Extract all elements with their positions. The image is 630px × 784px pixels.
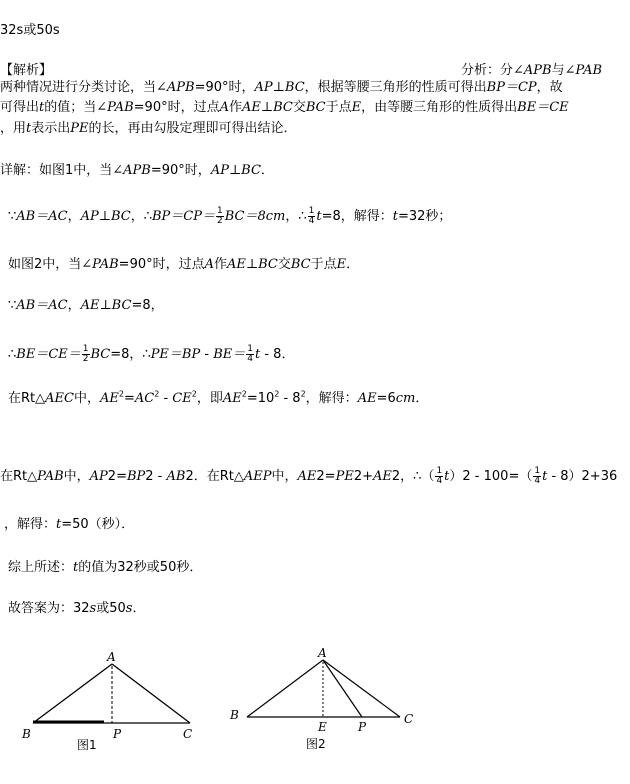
- numerator: 1: [436, 466, 443, 476]
- t: 详解：如图1中，当: [0, 163, 113, 178]
- t: -: [159, 391, 173, 406]
- fig1-side-ac: [112, 664, 190, 723]
- denominator: 4: [308, 216, 315, 226]
- t: =10: [246, 391, 275, 406]
- m: AP⊥BC: [210, 163, 261, 178]
- m: PAB: [37, 469, 64, 484]
- m: t: [73, 560, 79, 575]
- m: AE: [297, 469, 317, 484]
- t: ，故: [536, 80, 563, 95]
- t: 中，: [63, 469, 90, 484]
- m: AE: [99, 391, 119, 406]
- t: =8，: [131, 298, 164, 313]
- fig1-label-a: A: [107, 650, 116, 664]
- fig2-caption: 图2: [306, 737, 326, 751]
- denominator: 4: [534, 476, 541, 486]
- t: 2=: [316, 469, 336, 484]
- m: AEP: [243, 469, 272, 484]
- t: ∵: [8, 298, 17, 313]
- m: AP⊥BC: [80, 209, 131, 224]
- t: ，根据等腰三角形的性质可得出: [304, 80, 487, 95]
- m: AE⊥BC: [242, 100, 293, 115]
- t: 如图2中，当: [8, 257, 82, 272]
- m: AP⊥BC: [254, 80, 305, 95]
- t: =50（秒）．: [61, 517, 135, 532]
- numerator: 1: [247, 344, 253, 354]
- m: s: [89, 601, 97, 616]
- fig2-label-c: C: [404, 712, 414, 726]
- fig2-side-ab: [247, 660, 323, 717]
- t: ．: [132, 601, 146, 616]
- m: AE: [373, 469, 392, 484]
- figure-2: [229, 646, 413, 751]
- fig1-caption: 图1: [77, 738, 97, 752]
- denominator: 2: [216, 216, 223, 226]
- m: cm: [395, 391, 416, 406]
- t: ∴: [8, 347, 17, 362]
- top-answer-text: 32s或50s: [0, 23, 60, 38]
- t: 2，∴（: [391, 469, 435, 484]
- t: 于点: [310, 257, 337, 272]
- t: 或50: [96, 601, 126, 616]
- t: ∵: [8, 209, 17, 224]
- m: ∠APB: [156, 80, 195, 95]
- t: 两种情况进行分类讨论，当: [0, 80, 157, 95]
- t: =90°时，过点: [118, 257, 205, 272]
- t: 交: [277, 257, 291, 272]
- t: ，∴: [130, 209, 152, 224]
- denominator: 2: [82, 354, 89, 364]
- m: AE: [357, 391, 377, 406]
- t: 中，: [271, 469, 298, 484]
- m: PE: [70, 121, 89, 136]
- jiexi-text: 【解析】: [0, 63, 53, 78]
- figure-1: [21, 650, 192, 752]
- m: AC: [134, 391, 155, 406]
- t: - 8: [279, 391, 301, 406]
- t: 作: [214, 257, 228, 272]
- t: 2 -: [145, 469, 167, 484]
- t: - 8）2+36: [547, 469, 618, 484]
- t: 综上所述：: [8, 560, 74, 575]
- t: 表示出: [31, 121, 71, 136]
- t: =32秒；: [397, 209, 452, 224]
- t: =90°时，过点: [133, 100, 220, 115]
- m: BP＝CP＝: [151, 209, 215, 224]
- numerator: 1: [82, 344, 89, 354]
- t: ，即: [196, 391, 223, 406]
- sup: 2: [300, 389, 306, 399]
- m: AE⊥BC: [80, 298, 132, 313]
- m: A: [219, 100, 229, 115]
- t: 在Rt△: [0, 469, 38, 484]
- t: - 8．: [260, 347, 295, 362]
- t: ，解得：: [4, 517, 57, 532]
- t: 故答案为：32: [8, 601, 90, 616]
- m: PE: [335, 469, 354, 484]
- sup: 2: [154, 389, 160, 399]
- m: BE＝: [213, 347, 246, 362]
- t: ．: [346, 257, 360, 272]
- t: =: [123, 391, 135, 406]
- m: BC: [90, 347, 111, 362]
- m: cm: [265, 209, 286, 224]
- denominator: 4: [436, 476, 443, 486]
- t: 于点: [325, 100, 352, 115]
- numerator: 1: [308, 206, 315, 216]
- m: t: [542, 469, 548, 484]
- t: 的长，再由勾股定理即可得出结论．: [88, 121, 297, 136]
- t: 作: [228, 100, 242, 115]
- t: ．: [415, 391, 429, 406]
- m: CE: [172, 391, 192, 406]
- t: 中，: [73, 391, 100, 406]
- sup: 2: [274, 389, 280, 399]
- m: t: [316, 209, 322, 224]
- m: AB: [166, 469, 186, 484]
- fig1-label-p: P: [113, 727, 122, 741]
- m: ∠PAB: [564, 63, 603, 78]
- fig2-segment-ap: [323, 660, 362, 717]
- m: AE⊥BC: [227, 257, 278, 272]
- t: ，∴: [285, 209, 307, 224]
- m: ∠PAB: [96, 100, 134, 115]
- t: ，: [67, 209, 81, 224]
- t: =90°时，: [150, 163, 211, 178]
- m: AP: [89, 469, 108, 484]
- m: ∠APB: [513, 63, 552, 78]
- fig2-label-p: P: [358, 720, 367, 734]
- fig2-label-a: A: [318, 646, 327, 660]
- t: 2=: [107, 469, 127, 484]
- t: ，: [67, 298, 81, 313]
- m: BP＝CP: [486, 80, 537, 95]
- m: BC: [290, 257, 311, 272]
- m: t: [26, 121, 32, 136]
- m: t: [392, 209, 398, 224]
- t: =90°时，: [194, 80, 255, 95]
- m: AEC: [45, 391, 74, 406]
- m: ∠PAB: [81, 257, 119, 272]
- m: BE＝CE: [517, 100, 569, 115]
- m: ∠APB: [112, 163, 151, 178]
- sup: 2: [241, 389, 247, 399]
- m: t: [56, 517, 62, 532]
- m: t: [444, 469, 450, 484]
- fig1-label-c: C: [183, 727, 193, 741]
- numerator: 1: [216, 206, 223, 216]
- numerator: 1: [534, 466, 541, 476]
- m: BC＝8: [224, 209, 266, 224]
- sup: 2: [118, 389, 124, 399]
- m: s: [125, 601, 133, 616]
- t: 2．在Rt△: [185, 469, 244, 484]
- t: 在Rt△: [8, 391, 46, 406]
- m: E: [336, 257, 347, 272]
- t: ）2 - 100=（: [449, 469, 533, 484]
- m: E: [351, 100, 362, 115]
- t: -: [200, 347, 214, 362]
- m: BC: [305, 100, 326, 115]
- m: t: [254, 347, 261, 362]
- t: 的值；当: [44, 100, 97, 115]
- m: AB＝AC: [16, 298, 68, 313]
- t: 的值为32秒或50秒．: [78, 560, 203, 575]
- denominator: 4: [247, 354, 253, 364]
- t: 2+: [353, 469, 373, 484]
- t: ．: [260, 163, 274, 178]
- t: ，解得：: [305, 391, 358, 406]
- t: ，用: [0, 121, 27, 136]
- m: A: [204, 257, 214, 272]
- m: AB＝AC: [16, 209, 68, 224]
- t: ，由等腰三角形的性质得出: [361, 100, 518, 115]
- t: 可得出: [0, 100, 40, 115]
- fig2-side-ac: [323, 660, 400, 717]
- fig1-side-ab: [33, 664, 112, 723]
- m: BE＝CE＝: [16, 347, 81, 362]
- fig2-label-e: E: [318, 720, 327, 734]
- sup: 2: [191, 389, 197, 399]
- m: AE: [222, 391, 242, 406]
- t: 分析：分: [461, 63, 514, 78]
- t: 交: [292, 100, 306, 115]
- t: 与: [551, 63, 565, 78]
- m: BP: [126, 469, 146, 484]
- m: t: [39, 100, 45, 115]
- m: PE＝BP: [150, 347, 201, 362]
- t: =8，∴: [110, 347, 151, 362]
- t: =6: [376, 391, 396, 406]
- t: =8，解得：: [321, 209, 393, 224]
- fig1-label-b: B: [22, 727, 31, 741]
- fig2-label-b: B: [230, 708, 239, 722]
